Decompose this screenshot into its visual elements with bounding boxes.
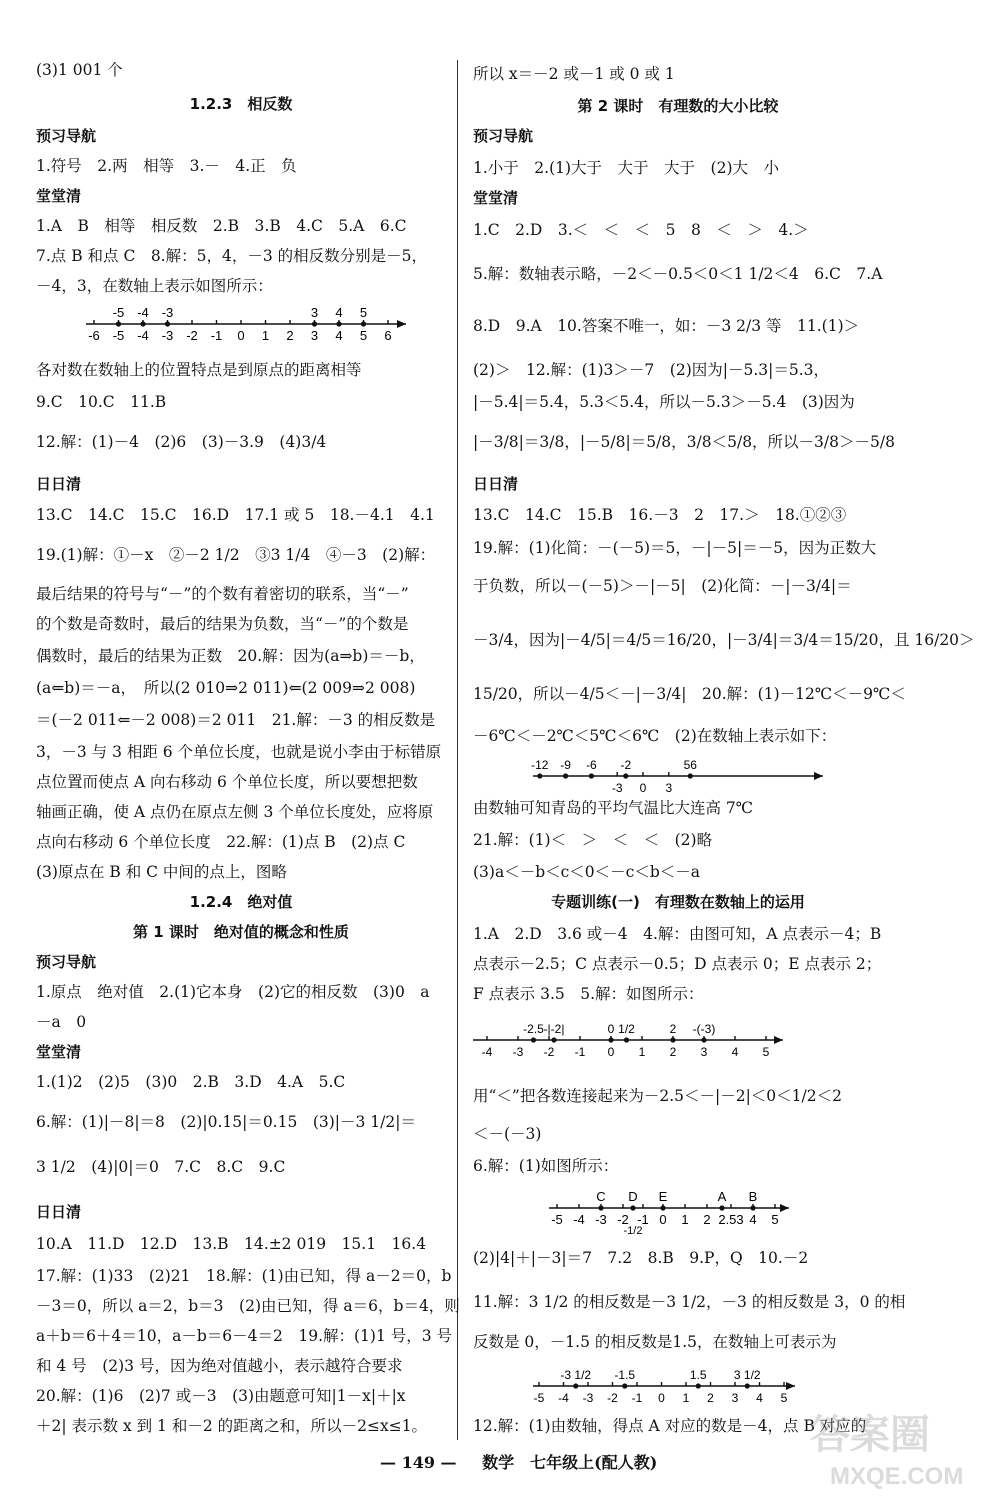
text-line: 1.原点 绝对值 2.(1)它本身 (2)它的相反数 (3)0 a bbox=[36, 983, 430, 1001]
number-line-3 bbox=[473, 1012, 793, 1064]
text-line: |－3/8|＝3/8，|－5/8|＝5/8，3/8＜5/8，所以－3/8＞－5/8 bbox=[473, 433, 895, 451]
point-label: 3 1/2 bbox=[733, 1368, 761, 1382]
text-line: a＋b＝6＋4＝10，a－b＝6－4＝2 19.解：(1)1 号，3 号 bbox=[36, 1327, 453, 1345]
tick-label: -1 bbox=[574, 1045, 586, 1059]
point-label: -4 bbox=[137, 305, 149, 320]
text-line: 由数轴可知青岛的平均气温比大连高 7℃ bbox=[473, 799, 754, 817]
tick-label: 0 bbox=[639, 781, 647, 795]
point-label: E bbox=[658, 1189, 668, 1204]
tick-label: -1 bbox=[637, 1212, 649, 1227]
text-line: ＜－(－3) bbox=[473, 1125, 542, 1143]
axis-arrow bbox=[397, 320, 406, 328]
tick-label: -6 bbox=[88, 328, 100, 343]
tick-label: 2 bbox=[286, 328, 294, 343]
text-line: 的个数是奇数时，最后的结果为负数，当“－”的个数是 bbox=[36, 615, 409, 633]
point-dot bbox=[563, 773, 568, 778]
point-label: -2.5 bbox=[523, 1022, 544, 1036]
section-heading: 1.2.4 绝对值 bbox=[189, 893, 293, 911]
text-line: －3/4，因为|－4/5|＝4/5＝16/20，|－3/4|＝3/4＝15/20，且 16/20＞ bbox=[473, 631, 975, 649]
point-dot bbox=[116, 321, 121, 326]
text-line: 17.解：(1)33 (2)21 18.解：(1)由已知，得 a－2＝0，b bbox=[36, 1267, 452, 1285]
subsection-label: 预习导航 bbox=[36, 953, 97, 971]
point-dot bbox=[701, 1037, 706, 1042]
tick-label: 1 bbox=[681, 1212, 689, 1227]
text-line: －4，3，在数轴上表示如图所示： bbox=[36, 277, 273, 295]
text-line: (a⇐b)＝－a， 所以(2 010⇒2 011)⇐(2 009⇒2 008) bbox=[36, 679, 416, 697]
tick-label: -4 bbox=[558, 1391, 569, 1405]
point-label: 56 bbox=[683, 758, 697, 772]
point-label: 0 bbox=[607, 1022, 615, 1036]
text-line: 7.点 B 和点 C 8.解：5，4，－3 的相反数分别是－5， bbox=[36, 247, 427, 265]
text-line: 8.D 9.A 10.答案不唯一，如：－3 2/3 等 11.(1)＞ bbox=[473, 317, 860, 335]
text-line: (3)原点在 B 和 C 中间的点上，图略 bbox=[36, 863, 287, 881]
tick-label: -4 bbox=[137, 328, 149, 343]
point-dot bbox=[537, 773, 542, 778]
text-line: 3，－3 与 3 相距 6 个单位长度，也就是说小李由于标错原 bbox=[36, 743, 442, 761]
text-line: 点向右移动 6 个单位长度 22.解：(1)点 B (2)点 C bbox=[36, 833, 406, 851]
text-line: (2)＞ 12.解：(1)3＞－7 (2)因为|－5.3|＝5.3， bbox=[473, 361, 829, 379]
text-line: 1.符号 2.两 相等 3.－ 4.正 负 bbox=[36, 157, 297, 175]
lesson-heading: 第 2 课时 有理数的大小比较 bbox=[577, 97, 779, 115]
tick-label: -3 bbox=[582, 1391, 594, 1405]
point-dot bbox=[531, 1037, 536, 1042]
column-divider bbox=[457, 60, 458, 1440]
text-line: 偶数时，最后的结果为正数 20.解：因为(a⇒b)＝－b， bbox=[36, 647, 425, 665]
tick-label: 2 bbox=[703, 1212, 711, 1227]
text-line: 1.A B 相等 相反数 2.B 3.B 4.C 5.A 6.C bbox=[36, 217, 407, 235]
tick-label: -2 bbox=[543, 1045, 555, 1059]
text-line: ＋2| 表示数 x 到 1 和－2 的距离之和，所以－2≤x≤1。 bbox=[36, 1417, 428, 1435]
point-dot bbox=[745, 1383, 750, 1388]
point-dot bbox=[589, 773, 594, 778]
axis-arrow bbox=[814, 772, 823, 780]
point-dot bbox=[670, 1037, 675, 1042]
text-line: 10.A 11.D 12.D 13.B 14.±2 019 15.1 16.4 bbox=[36, 1235, 427, 1253]
point-dot bbox=[165, 321, 170, 326]
tick-label: 6 bbox=[384, 328, 392, 343]
fraction-label: -1/2 bbox=[623, 1225, 643, 1237]
subsection-label: 堂堂清 bbox=[36, 187, 82, 205]
point-label: -9 bbox=[560, 758, 571, 772]
tick-label: 5 bbox=[771, 1212, 779, 1227]
text-line: 12.解：(1)－4 (2)6 (3)－3.9 (4)3/4 bbox=[36, 433, 327, 451]
tick-label: 0 bbox=[658, 1391, 665, 1405]
point-dot bbox=[630, 1205, 635, 1210]
tick-label: -5 bbox=[533, 1391, 545, 1405]
point-dot bbox=[623, 773, 628, 778]
text-line: 各对数在数轴上的位置特点是到原点的距离相等 bbox=[36, 361, 362, 379]
text-line: 6.解：(1)如图所示： bbox=[473, 1157, 619, 1175]
point-label: 1.5 bbox=[689, 1368, 707, 1382]
number-line-5 bbox=[533, 1358, 803, 1410]
subsection-label: 日日清 bbox=[473, 475, 519, 493]
tick-label: -2 bbox=[617, 1212, 629, 1227]
text-line: 13.C 14.C 15.B 16.－3 2 17.＞ 18.①②③ bbox=[473, 506, 847, 524]
text-line: －6℃＜－2℃＜5℃＜6℃ (2)在数轴上表示如下： bbox=[473, 727, 837, 745]
text-line: |－5.4|＝5.4，5.3＜5.4，所以－5.3＞－5.4 (3)因为 bbox=[473, 393, 855, 411]
point-dot bbox=[598, 1205, 603, 1210]
point-label: -3 1/2 bbox=[560, 1368, 592, 1382]
subsection-label: 预习导航 bbox=[36, 127, 97, 145]
watermark-text: 答案圈 bbox=[810, 1412, 930, 1458]
watermark bbox=[800, 1400, 990, 1490]
tick-label: 5 bbox=[359, 328, 368, 343]
point-label: 4 bbox=[335, 305, 343, 320]
text-line: －a 0 bbox=[36, 1013, 87, 1031]
text-line: 用“＜”把各数连接起来为－2.5＜－|－2|＜0＜1/2＜2 bbox=[473, 1087, 842, 1105]
text-line: 21.解：(1)＜ ＞ ＜ ＜ (2)略 bbox=[473, 831, 713, 849]
tick-label: -5 bbox=[112, 328, 125, 343]
point-label: -(-3) bbox=[692, 1022, 716, 1036]
tick-label: 0 bbox=[607, 1045, 615, 1059]
section-heading: 1.2.3 相反数 bbox=[189, 95, 293, 113]
footer-subject: 数学 七年级上(配人教) bbox=[482, 1453, 658, 1472]
text-line: 20.解：(1)6 (2)7 或－3 (3)由题意可知|1－x|＋|x bbox=[36, 1387, 406, 1405]
point-label: A bbox=[717, 1189, 727, 1204]
text-line: 1.A 2.D 3.6 或－4 4.解：由图可知，A 点表示－4；B bbox=[473, 925, 882, 943]
text-line: 1.C 2.D 3.＜ ＜ ＜ 5 8 ＜ ＞ 4.＞ bbox=[473, 221, 809, 239]
point-dot bbox=[750, 1205, 755, 1210]
tick-label: -4 bbox=[573, 1212, 585, 1227]
text-line: 19.(1)解：①－x ②－2 1/2 ③3 1/4 ④－3 (2)解： bbox=[36, 546, 436, 564]
text-line: 于负数，所以－(－5)＞－|－5| (2)化简：－|－3/4|＝ bbox=[473, 577, 852, 595]
tick-label: 0 bbox=[237, 328, 245, 343]
point-label: D bbox=[628, 1189, 638, 1204]
tick-label: -5 bbox=[551, 1212, 563, 1227]
watermark-url: MXQE.COM bbox=[830, 1463, 964, 1490]
text-line: 1.小于 2.(1)大于 大于 大于 (2)大 小 bbox=[473, 159, 779, 177]
point-dot bbox=[361, 321, 366, 326]
text-line: 最后结果的符号与“－”的个数有着密切的联系，当“－” bbox=[36, 585, 409, 603]
point-label: B bbox=[748, 1189, 758, 1204]
point-label: 5 bbox=[359, 305, 368, 320]
watermark-logo bbox=[800, 1400, 990, 1490]
tick-label: 1 bbox=[682, 1391, 690, 1405]
point-dot bbox=[719, 1205, 724, 1210]
subsection-label: 日日清 bbox=[36, 1203, 82, 1221]
text-line: 6.解：(1)|－8|＝8 (2)|0.15|＝0.15 (3)|－3 1/2|＝ bbox=[36, 1113, 416, 1131]
point-dot bbox=[573, 1383, 578, 1388]
text-line: 15/20，所以－4/5＜－|－3/4| 20.解：(1)－12℃＜－9℃＜ bbox=[473, 685, 906, 703]
text-line: (3)1 001 个 bbox=[36, 61, 123, 79]
tick-label: 4 bbox=[749, 1212, 757, 1227]
tick-label: 3 bbox=[310, 328, 319, 343]
text-line: (2)|4|＋|－3|＝7 7.2 8.B 9.P，Q 10.－2 bbox=[473, 1249, 809, 1267]
point-label: -6 bbox=[586, 758, 597, 772]
tick-label: 3 bbox=[731, 1391, 739, 1405]
number-line-points bbox=[549, 1182, 799, 1238]
text-line: ＝(－2 011⇐－2 008)＝2 011 21.解：－3 的相反数是 bbox=[36, 711, 436, 729]
tick-label: 5 bbox=[780, 1391, 788, 1405]
subsection-label: 堂堂清 bbox=[473, 189, 519, 207]
tick-label: 3 bbox=[665, 781, 673, 795]
text-line: 13.C 14.C 15.C 16.D 17.1 或 5 18.－4.1 4.1 bbox=[36, 506, 435, 524]
tick-label: -3 bbox=[595, 1212, 607, 1227]
point-label: 1/2 bbox=[618, 1022, 635, 1036]
tick-label: 4 bbox=[731, 1045, 739, 1059]
text-line: 和 4 号 (2)3 号，因为绝对值越小，表示越符合要求 bbox=[36, 1357, 403, 1375]
text-line: －3＝0，所以 a＝2，b＝3 (2)由已知，得 a＝6，b＝4，则 bbox=[36, 1297, 460, 1315]
tick-label: 3 bbox=[700, 1045, 708, 1059]
text-line: 3 1/2 (4)|0|＝0 7.C 8.C 9.C bbox=[36, 1158, 286, 1176]
number-line-1 bbox=[86, 304, 416, 354]
subsection-label: 堂堂清 bbox=[36, 1043, 82, 1061]
point-dot bbox=[551, 1037, 556, 1042]
point-label: -5 bbox=[112, 305, 125, 320]
axis-arrow bbox=[780, 1204, 789, 1212]
point-dot bbox=[688, 773, 693, 778]
point-dot bbox=[608, 1037, 613, 1042]
tick-label: 5 bbox=[762, 1045, 770, 1059]
text-line: 11.解：3 1/2 的相反数是－3 1/2，－3 的相反数是 3，0 的相 bbox=[473, 1293, 906, 1311]
point-label: -2 bbox=[620, 758, 632, 772]
point-dot bbox=[622, 1383, 627, 1388]
lesson-heading: 第 1 课时 绝对值的概念和性质 bbox=[133, 923, 349, 941]
point-dot bbox=[624, 1037, 629, 1042]
tick-label: -1 bbox=[631, 1391, 643, 1405]
text-line: 点位置而使点 A 向右移动 6 个单位长度，所以要想把数 bbox=[36, 773, 418, 791]
point-label: -|-2| bbox=[543, 1022, 565, 1036]
tick-label: 4 bbox=[335, 328, 343, 343]
point-label: -3 bbox=[161, 305, 174, 320]
tick-label: 2 bbox=[669, 1045, 677, 1059]
text-line: 12.解：(1)由数轴，得点 A 对应的数是－4，点 B 对应的 bbox=[473, 1417, 867, 1435]
point-label: 2 bbox=[669, 1022, 677, 1036]
left-column bbox=[36, 0, 460, 1498]
tick-label: -2 bbox=[186, 328, 198, 343]
subsection-label: 预习导航 bbox=[473, 127, 534, 145]
axis-arrow bbox=[786, 1382, 795, 1390]
point-label: -12 bbox=[531, 758, 549, 772]
point-label: C bbox=[596, 1189, 606, 1204]
point-label: -1.5 bbox=[614, 1368, 636, 1382]
axis-arrow bbox=[774, 1036, 783, 1044]
page-number: — 149 — bbox=[380, 1453, 457, 1472]
tick-label: -1 bbox=[210, 328, 223, 343]
point-label: 3 bbox=[310, 305, 319, 320]
tick-label: 0 bbox=[659, 1212, 667, 1227]
page-footer bbox=[380, 1450, 657, 1473]
tick-label: -2 bbox=[607, 1391, 618, 1405]
tick-label: 2.53 bbox=[718, 1212, 744, 1227]
tick-label: -4 bbox=[481, 1045, 493, 1059]
subsection-label: 日日清 bbox=[36, 475, 82, 493]
text-line: 5.解：数轴表示略，－2＜－0.5＜0＜1 1/2＜4 6.C 7.A bbox=[473, 265, 883, 283]
text-line: F 点表示 3.5 5.解：如图所示： bbox=[473, 985, 704, 1003]
point-dot bbox=[336, 321, 341, 326]
text-line: 反数是 0，－1.5 的相反数是1.5，在数轴上可表示为 bbox=[473, 1333, 837, 1351]
text-line: 1.(1)2 (2)5 (3)0 2.B 3.D 4.A 5.C bbox=[36, 1073, 346, 1091]
point-dot bbox=[660, 1205, 665, 1210]
point-dot bbox=[312, 321, 317, 326]
text-line: 19.解：(1)化简：－(－5)＝5，－|－5|＝－5，因为正数大 bbox=[473, 539, 877, 557]
tick-label: 1 bbox=[638, 1045, 646, 1059]
text-line: 点表示－2.5；C 点表示－0.5；D 点表示 0；E 点表示 2； bbox=[473, 955, 882, 973]
text-line: 所以 x＝－2 或－1 或 0 或 1 bbox=[473, 65, 675, 83]
text-line: (3)a＜－b＜c＜0＜－c＜b＜－a bbox=[473, 863, 701, 881]
text-line: 轴画正确，使 A 点仍在原点左侧 3 个单位长度处，应将原 bbox=[36, 803, 434, 821]
point-dot bbox=[696, 1383, 701, 1388]
point-dot bbox=[140, 321, 145, 326]
tick-label: 1 bbox=[261, 328, 270, 343]
tick-label: 4 bbox=[756, 1391, 763, 1405]
tick-label: -3 bbox=[512, 1045, 524, 1059]
tick-label: -3 bbox=[161, 328, 174, 343]
tick-label: 2 bbox=[707, 1391, 714, 1405]
tick-label: -3 bbox=[611, 781, 623, 795]
text-line: 9.C 10.C 11.B bbox=[36, 393, 167, 411]
section-heading: 专题训练(一) 有理数在数轴上的运用 bbox=[551, 893, 805, 911]
number-line-temperature bbox=[533, 752, 833, 794]
